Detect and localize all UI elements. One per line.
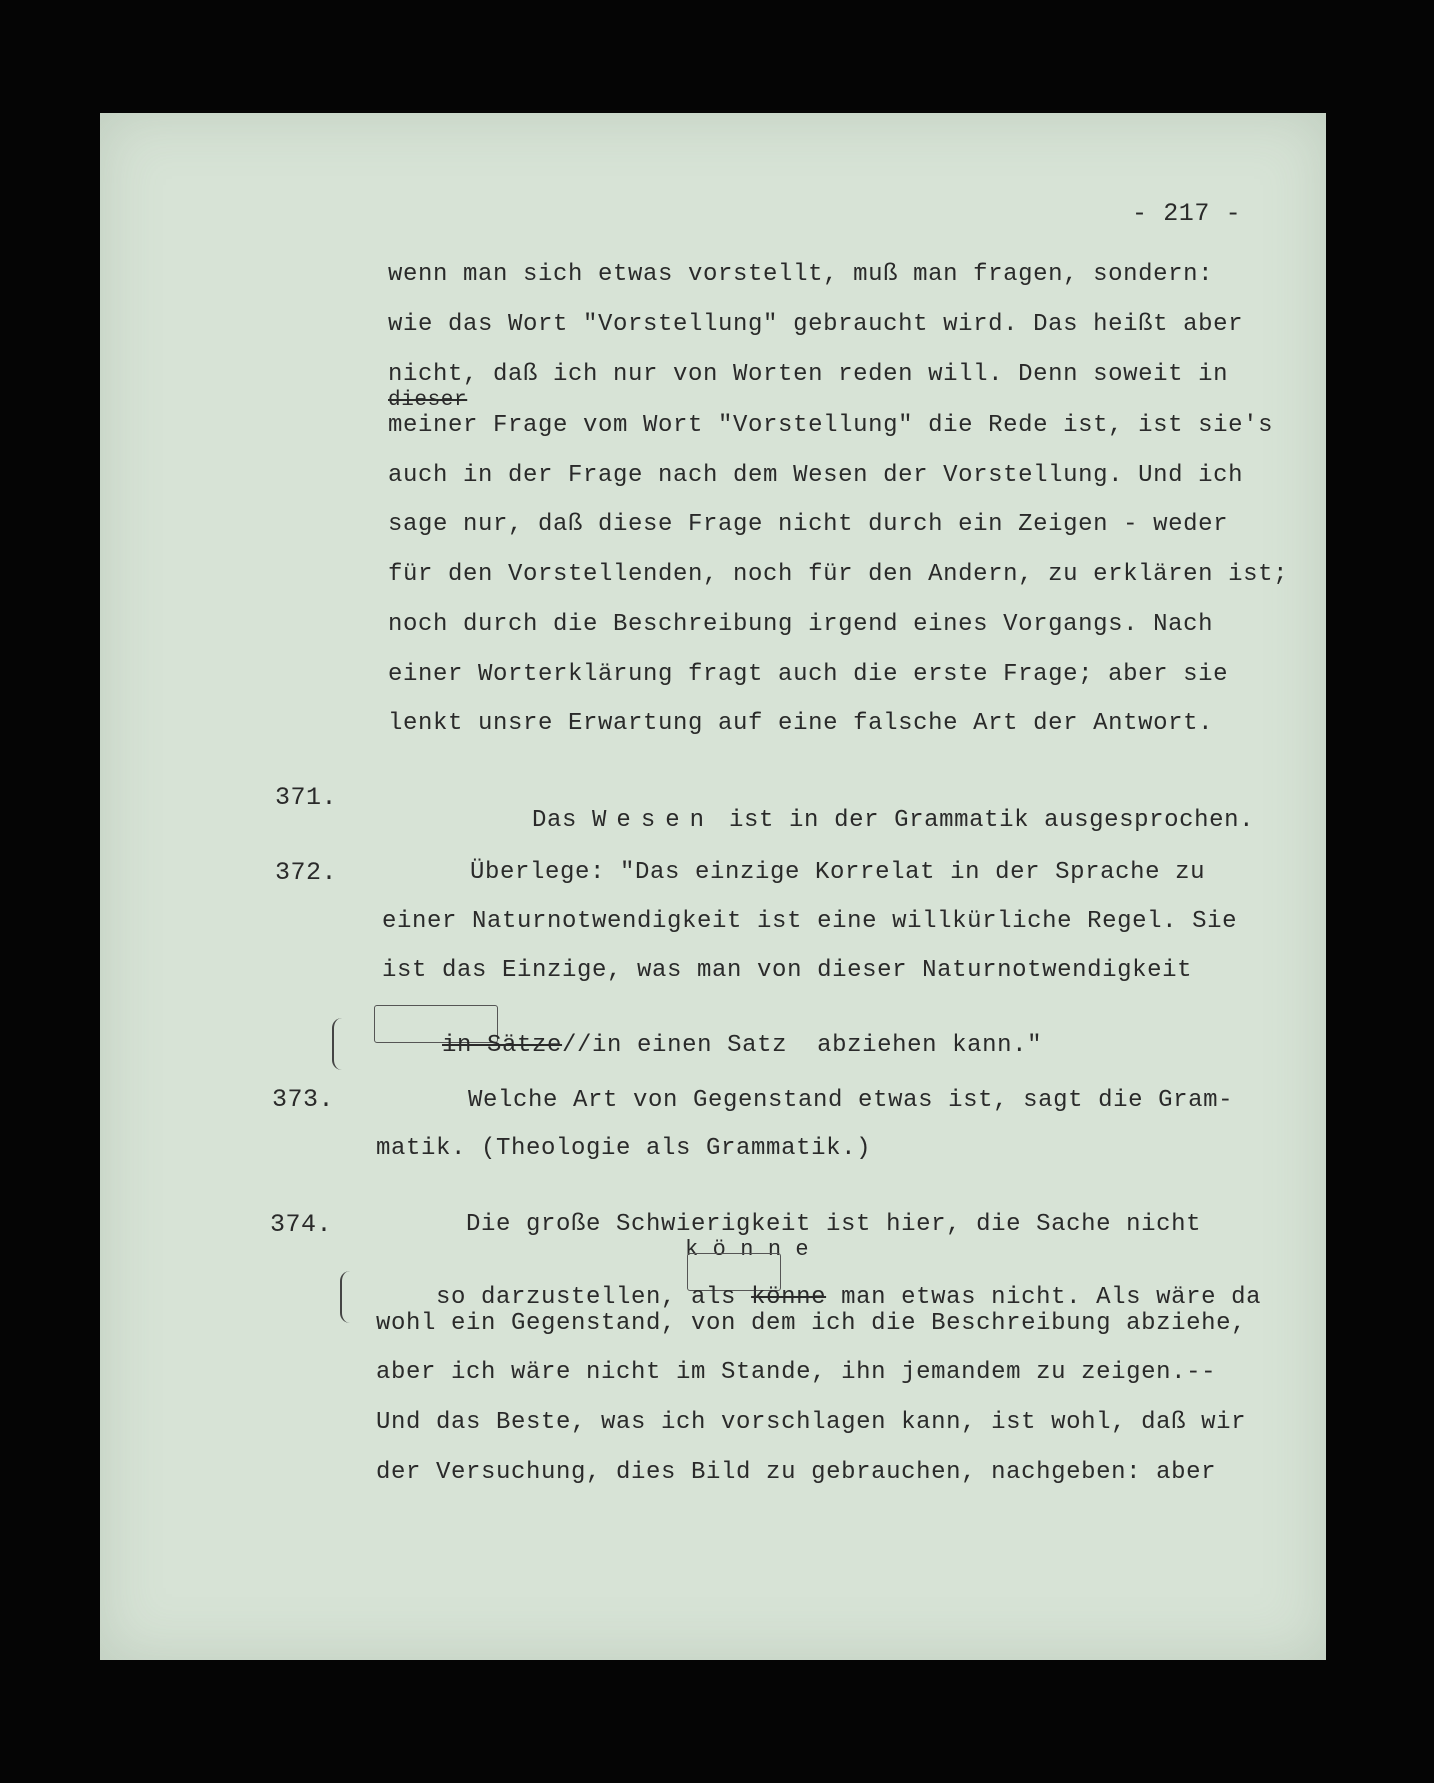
text-line: lenkt unsre Erwartung auf eine falsche Art der Antwort. bbox=[388, 710, 1214, 737]
section-372-last-line bbox=[382, 1010, 1042, 1082]
text-line: Und das Beste, was ich vorschlagen kann, ist wohl, daß wir bbox=[376, 1409, 1247, 1436]
text-fragment: ist in der Grammatik ausgesprochen. bbox=[714, 807, 1255, 834]
section-number: 372. bbox=[275, 858, 338, 887]
section-number: 374. bbox=[270, 1210, 333, 1239]
text-fragment: //in einen Satz abziehen kann." bbox=[562, 1032, 1043, 1059]
text-line: matik. (Theologie als Grammatik.) bbox=[376, 1135, 872, 1162]
text-line: wenn man sich etwas vorstellt, muß man fragen, sondern: bbox=[388, 261, 1214, 288]
text-line: nicht, daß ich nur von Worten reden will. Denn soweit in bbox=[388, 361, 1229, 388]
text-line: noch durch die Beschreibung irgend eines Vorgangs. Nach bbox=[388, 611, 1214, 638]
text-fragment: so darzustellen, als bbox=[436, 1284, 752, 1311]
text-line: einer Worterklärung fragt auch die erste Frage; aber sie bbox=[388, 661, 1229, 688]
handwritten-insertion: k ö n n e bbox=[685, 1237, 810, 1262]
text-line: für den Vorstellenden, noch für den Andern, zu erklären ist; bbox=[388, 561, 1289, 588]
struck-word: dieser bbox=[388, 389, 468, 412]
text-line: wohl ein Gegenstand, von dem ich die Beschreibung abziehe, bbox=[376, 1310, 1247, 1337]
section-number: 371. bbox=[275, 783, 338, 812]
text-fragment: man etwas nicht. Als wäre da bbox=[826, 1284, 1262, 1311]
text-line: wie das Wort "Vorstellung" gebraucht wird. Das heißt aber bbox=[388, 311, 1244, 338]
text-line: Welche Art von Gegenstand etwas ist, sagt die Gram- bbox=[468, 1087, 1234, 1114]
typescript-page bbox=[100, 113, 1326, 1660]
page-number: - 217 - bbox=[1132, 199, 1242, 228]
emphasized-word: Wesen bbox=[592, 807, 715, 834]
margin-mark bbox=[332, 1018, 344, 1070]
text-line: ist das Einzige, was man von dieser Naturnotwendigkeit bbox=[382, 957, 1193, 984]
section-371-text bbox=[472, 785, 1254, 857]
text-line: aber ich wäre nicht im Stande, ihn jemandem zu zeigen.-- bbox=[376, 1359, 1217, 1386]
text-line: auch in der Frage nach dem Wesen der Vorstellung. Und ich bbox=[388, 462, 1244, 489]
struck-text: könne bbox=[751, 1284, 827, 1311]
text-fragment: Das bbox=[532, 807, 593, 834]
text-line: der Versuchung, dies Bild zu gebrauchen, nachgeben: aber bbox=[376, 1459, 1217, 1486]
text-line: Die große Schwierigkeit ist hier, die Sache nicht bbox=[466, 1211, 1202, 1238]
margin-mark bbox=[340, 1271, 350, 1323]
struck-text: in Sätze bbox=[442, 1032, 563, 1059]
text-line: einer Naturnotwendigkeit ist eine willkürliche Regel. Sie bbox=[382, 908, 1238, 935]
text-line: Überlege: "Das einzige Korrelat in der Sprache zu bbox=[470, 859, 1206, 886]
text-line: meiner Frage vom Wort "Vorstellung" die Rede ist, ist sie's bbox=[388, 412, 1274, 439]
section-number: 373. bbox=[272, 1085, 335, 1114]
text-line: sage nur, daß diese Frage nicht durch ein Zeigen - weder bbox=[388, 511, 1229, 538]
